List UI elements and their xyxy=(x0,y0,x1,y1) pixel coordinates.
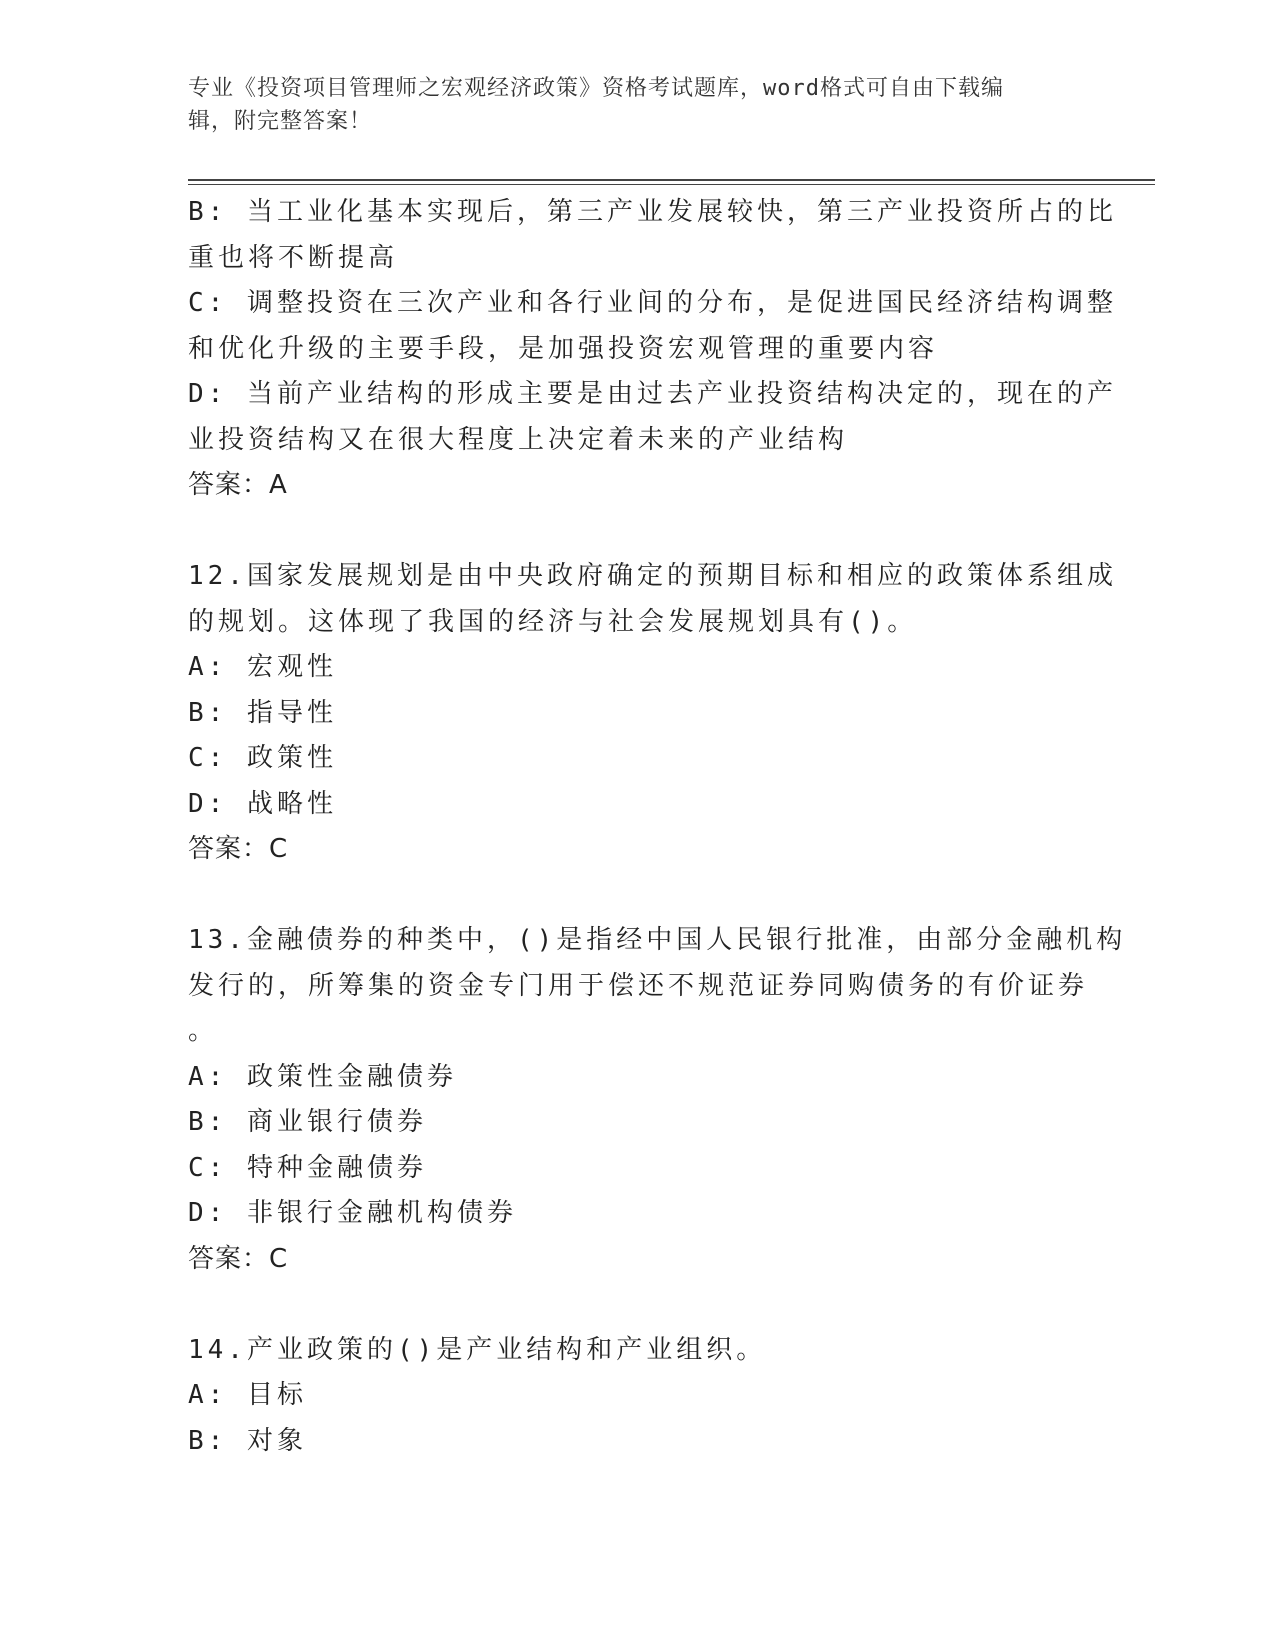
question-stem-line-2: 发行的，所筹集的资金专门用于偿还不规范证券同购债务的有价证券 xyxy=(188,970,1089,1001)
option-d-line-1: D: 当前产业结构的形成主要是由过去产业投资结构决定的，现在的产 xyxy=(188,379,1117,409)
option-c-line-1: C: 调整投资在三次产业和各行业间的分布，是促进国民经济结构调整 xyxy=(188,288,1117,318)
option-b-line-1: B: 当工业化基本实现后，第三产业发展较快，第三产业投资所占的比 xyxy=(188,197,1117,227)
question-stem-line-1: 14.产业政策的()是产业结构和产业组织。 xyxy=(188,1334,767,1365)
option-a: A: 政策性金融债券 xyxy=(188,1061,457,1092)
question-12 xyxy=(188,554,1117,873)
option-b: B: 对象 xyxy=(188,1425,307,1456)
option-a: A: 宏观性 xyxy=(188,652,337,682)
option-c: C: 特种金融债券 xyxy=(188,1152,427,1183)
question-stem-line-1: 12.国家发展规划是由中央政府确定的预期目标和相应的政策体系组成 xyxy=(188,561,1117,591)
question-stem-line-3: 。 xyxy=(188,1016,219,1046)
question-13 xyxy=(188,918,1127,1282)
option-c-line-2: 和优化升级的主要手段，是加强投资宏观管理的重要内容 xyxy=(188,333,939,364)
header-line-1: 专业《投资项目管理师之宏观经济政策》资格考试题库，word格式可自由下载编 xyxy=(188,76,1004,101)
answer: 答案：A xyxy=(188,470,288,500)
option-c: C: 政策性 xyxy=(188,743,337,773)
option-b-line-2: 重也将不断提高 xyxy=(188,242,399,273)
option-d: D: 非银行金融机构债券 xyxy=(188,1198,517,1228)
spacer xyxy=(188,873,1088,919)
question-11 xyxy=(188,190,1117,509)
answer: 答案：C xyxy=(188,834,289,864)
page-header xyxy=(188,72,1068,138)
question-content xyxy=(188,190,1127,1464)
option-a: A: 目标 xyxy=(188,1380,307,1410)
spacer xyxy=(188,509,1088,555)
header-divider xyxy=(188,179,1155,185)
question-stem-line-1: 13.金融债券的种类中，()是指经中国人民银行批准，由部分金融机构 xyxy=(188,925,1127,955)
question-14 xyxy=(188,1328,1088,1465)
question-stem-line-2: 的规划。这体现了我国的经济与社会发展规划具有()。 xyxy=(188,606,918,637)
header-line-2: 辑，附完整答案！ xyxy=(188,109,373,134)
option-b: B: 商业银行债券 xyxy=(188,1107,427,1137)
spacer xyxy=(188,1282,1088,1328)
option-d: D: 战略性 xyxy=(188,788,337,819)
option-b: B: 指导性 xyxy=(188,697,337,728)
option-d-line-2: 业投资结构又在很大程度上决定着未来的产业结构 xyxy=(188,424,849,455)
answer: 答案：C xyxy=(188,1243,289,1274)
